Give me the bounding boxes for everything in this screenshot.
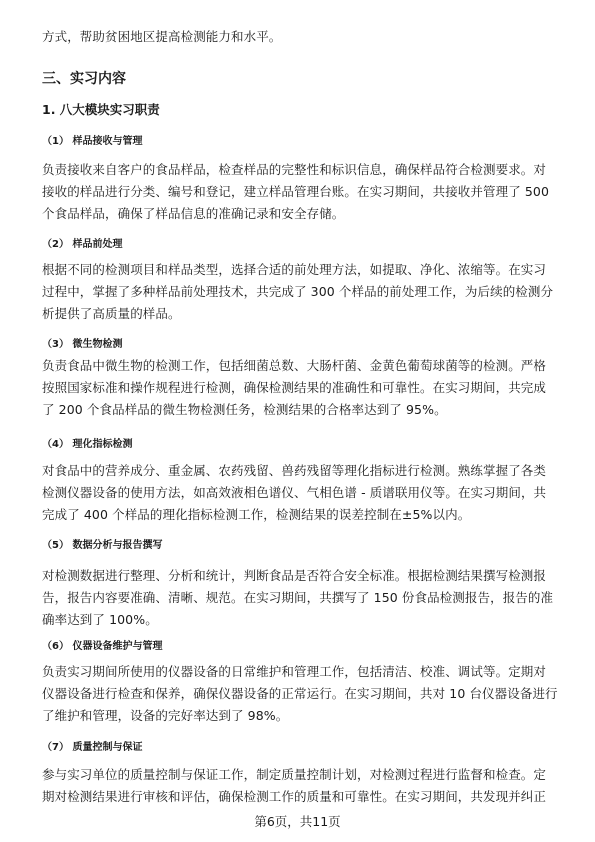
intro-line: 方式，帮助贫困地区提高检测能力和水平。 xyxy=(42,29,282,44)
module-3-title: （3） 微生物检测 xyxy=(42,339,123,350)
module-4-body: 对食品中的营养成分、重金属、农药残留、兽药残留等理化指标进行检测。熟练掌握了各类检测仪器设备的使用方法，如高效液相色谱仪、气相色谱 - 质谱联用仪等。在实习期间，共完成了 400 个样品的理化指标检测工作，检测结果的误差控制在±5%以内。 xyxy=(42,463,547,522)
module-2-title: （2） 样品前处理 xyxy=(42,239,123,250)
module-1-body: 负责接收来自客户的食品样品，检查样品的完整性和标识信息，确保样品符合检测要求。对接收的样品进行分类、编号和登记，建立样品管理台账。在实习期间，共接收并管理了 500 个食品样品，确保了样品信息的准确记录和安全存储。 xyxy=(42,162,550,221)
module-6-body: 负责实习期间所使用的仪器设备的日常维护和管理工作，包括清洁、校准、调试等。定期对仪器设备进行检查和保养，确保仪器设备的正常运行。在实习期间，共对 10 台仪器设备进行了维护和管理，设备的完好率达到了 98%。 xyxy=(42,664,558,723)
section-heading: 三、实习内容 xyxy=(42,71,126,87)
page-footer: 第6页，共11页 xyxy=(254,814,341,829)
subsection-heading: 1. 八大模块实习职责 xyxy=(42,102,160,117)
module-1-title: （1） 样品接收与管理 xyxy=(42,136,143,147)
module-7-body: 参与实习单位的质量控制与保证工作，制定质量控制计划，对检测过程进行监督和检查。定期对检测结果进行审核和评估，确保检测工作的质量和可靠性。在实习期间，共发现并纠正 xyxy=(42,767,547,804)
module-5-body: 对检测数据进行整理、分析和统计，判断食品是否符合安全标准。根据检测结果撰写检测报告，报告内容要准确、清晰、规范。在实习期间，共撰写了 150 份食品检测报告，报告的准确率达到了 100%。 xyxy=(42,568,554,627)
module-4-title: （4） 理化指标检测 xyxy=(42,439,133,450)
module-7-title: （7） 质量控制与保证 xyxy=(42,742,143,753)
module-5-title: （5） 数据分析与报告撰写 xyxy=(42,540,163,551)
module-2-body: 根据不同的检测项目和样品类型，选择合适的前处理方法，如提取、净化、浓缩等。在实习过程中，掌握了多种样品前处理技术，共完成了 300 个样品的前处理工作，为后续的检测分析提供了高质量的样品。 xyxy=(42,262,554,321)
module-6-title: （6） 仪器设备维护与管理 xyxy=(42,641,163,652)
module-3-body: 负责食品中微生物的检测工作，包括细菌总数、大肠杆菌、金黄色葡萄球菌等的检测。严格按照国家标准和操作规程进行检测，确保检测结果的准确性和可靠性。在实习期间，共完成了 200 个食品样品的微生物检测任务，检测结果的合格率达到了 95%。 xyxy=(42,358,547,417)
